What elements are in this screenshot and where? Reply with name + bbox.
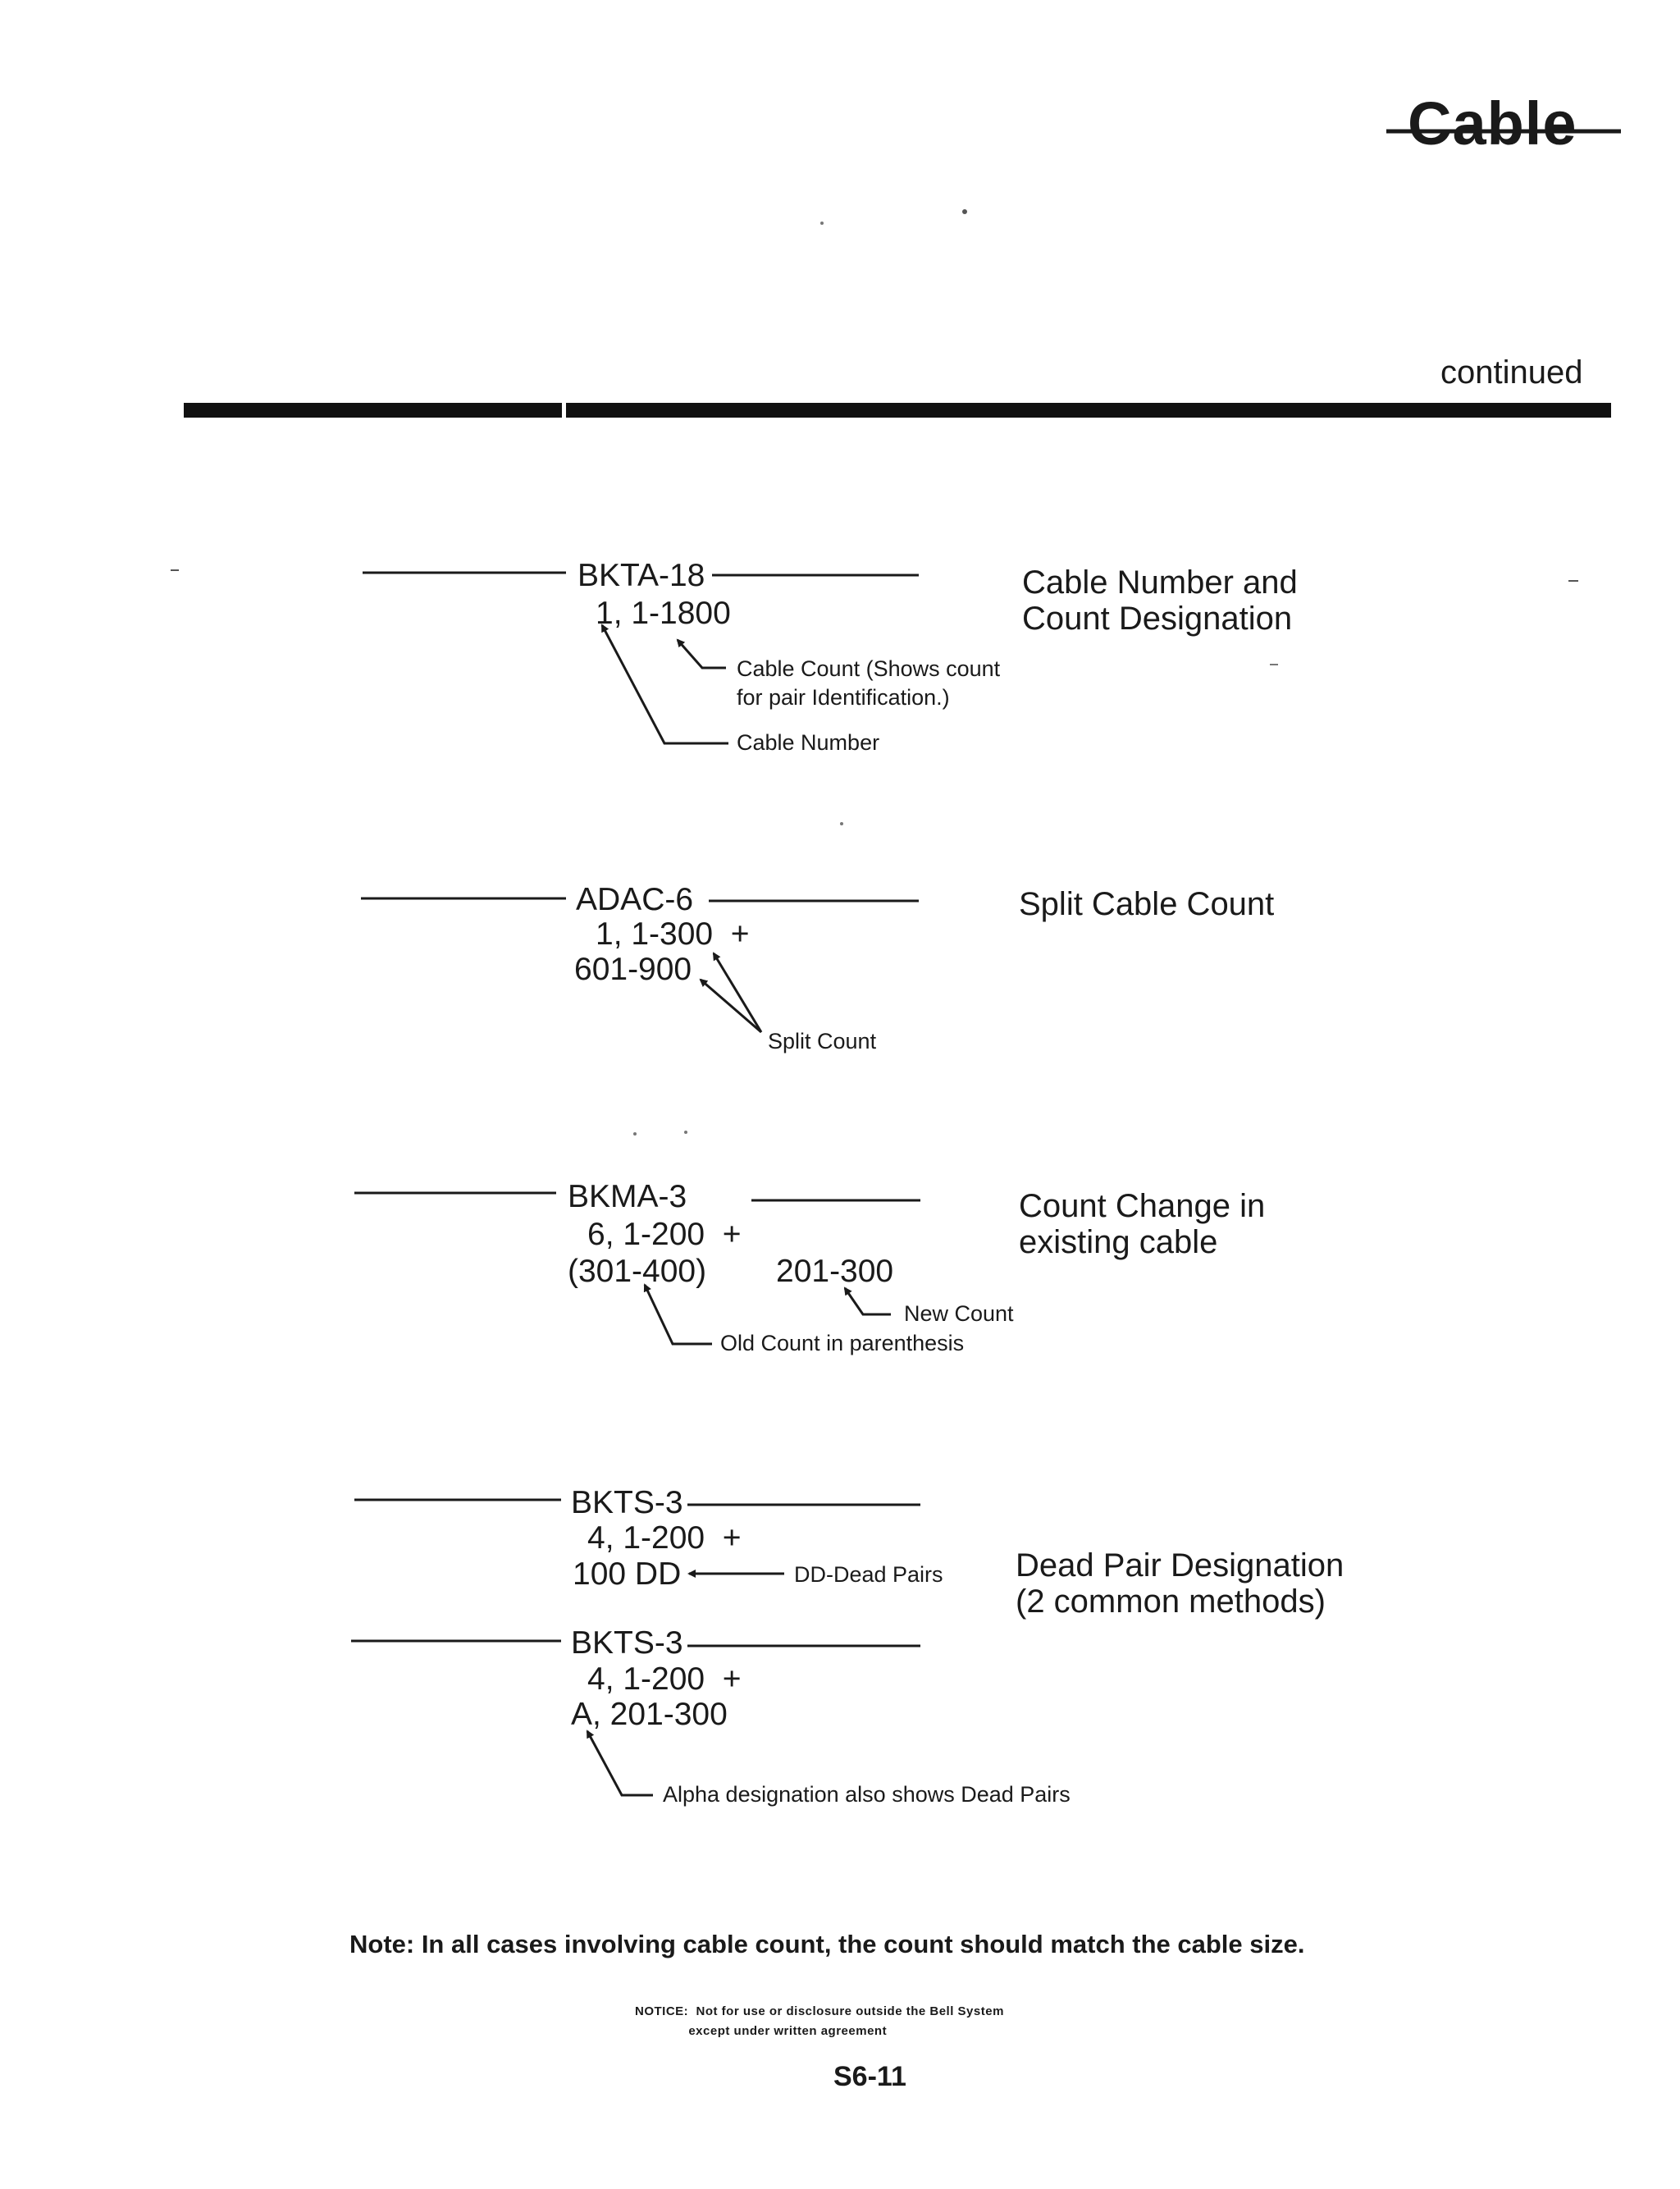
cable-count-label: 601-900: [574, 952, 692, 987]
cable-number-label: BKTS-3: [571, 1625, 683, 1661]
cable-count-label: 6, 1-200 +: [587, 1217, 742, 1252]
cable-number-label: ADAC-6: [576, 882, 694, 917]
cable-number-label: BKTS-3: [571, 1485, 683, 1520]
header-rule: [184, 403, 1611, 418]
leader-split-count-a: [714, 953, 761, 1032]
cable-count-label: 4, 1-200 +: [587, 1661, 742, 1697]
example-description: Dead Pair Designation (2 common methods): [1016, 1547, 1344, 1620]
scan-speck: [962, 209, 967, 214]
annotation-new-count: New Count: [904, 1301, 1014, 1326]
alpha-count-label: A, 201-300: [571, 1697, 728, 1732]
continued-label: continued: [1440, 354, 1583, 391]
cable-count-label: 4, 1-200 +: [587, 1520, 742, 1556]
old-count-label: (301-400): [568, 1254, 707, 1289]
cable-count-label: 1, 1-300 +: [596, 916, 750, 952]
cable-number-label: BKTA-18: [578, 558, 705, 593]
leader-new-count: [845, 1288, 891, 1314]
cable-count-label: 1, 1-1800: [596, 596, 731, 631]
annotation-alpha-designation: Alpha designation also shows Dead Pairs: [663, 1782, 1071, 1807]
scan-speck: [820, 222, 824, 225]
leader-cable-count: [678, 640, 726, 668]
example-description: Cable Number and Count Designation: [1022, 564, 1298, 637]
header-rule-gap: [562, 401, 566, 419]
example-description: Split Cable Count: [1019, 886, 1275, 922]
leader-cable-number: [602, 625, 728, 743]
annotation-cable-number: Cable Number: [737, 730, 880, 755]
page-number: S6-11: [833, 2061, 906, 2092]
annotation-dead-pairs: DD-Dead Pairs: [794, 1562, 943, 1587]
scan-speck: [840, 822, 843, 825]
leader-old-count: [645, 1285, 712, 1344]
leader-split-count-b: [701, 980, 761, 1032]
annotation-split-count: Split Count: [768, 1029, 877, 1053]
annotation-old-count: Old Count in parenthesis: [720, 1331, 965, 1355]
page-title: Cable: [1408, 89, 1577, 158]
leader-alpha-designation: [587, 1731, 653, 1795]
notice-text: NOTICE: Not for use or disclosure outside the Bell System except under written agreement: [635, 2004, 1004, 2038]
new-count-label: 201-300: [776, 1254, 894, 1289]
footer-note: Note: In all cases involving cable count, the count should match the cable size.: [349, 1930, 1305, 1958]
example-description: Count Change in existing cable: [1019, 1188, 1266, 1260]
annotation-cable-count: Cable Count (Shows count for pair Identification.): [737, 656, 1001, 710]
scan-speck: [633, 1132, 637, 1136]
cable-number-label: BKMA-3: [568, 1179, 687, 1214]
dead-pairs-label: 100 DD: [573, 1556, 682, 1592]
scan-speck: [684, 1131, 687, 1134]
